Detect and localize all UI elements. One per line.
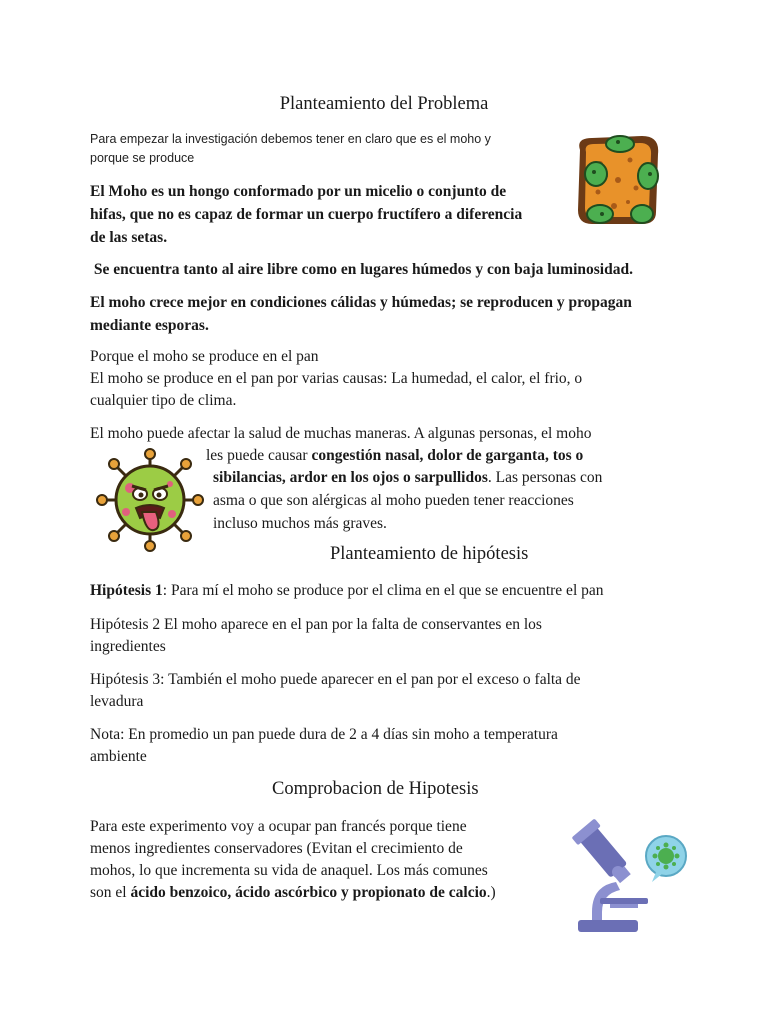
health-text-2: . Las personas con: [487, 469, 603, 486]
moldy-bread-icon: [570, 130, 664, 228]
preservatives-bold: ácido benzoico, ácido ascórbico y propionato de calcio: [130, 884, 487, 901]
experiment-line-1: Para este experimento voy a ocupar pan francés porque tiene: [90, 818, 467, 835]
symptoms-bold-2: sibilancias, ardor en los ojos o sarpullidos: [213, 469, 488, 486]
microscope-icon: [572, 816, 692, 936]
hypothesis-2-line-2: ingredientes: [90, 638, 166, 655]
hypothesis-2-line-1: Hipótesis 2 El moho aparece en el pan por la falta de conservantes en los: [90, 616, 542, 633]
hypothesis-3-line-1: Hipótesis 3: También el moho puede aparecer en el pan por el exceso o falta de: [90, 671, 581, 688]
hypothesis-1: [90, 579, 604, 602]
causes-line-1: El moho se produce en el pan por varias causas: La humedad, el calor, el frio, o: [90, 370, 583, 387]
symptoms-bold: congestión nasal, dolor de garganta, tos o: [311, 447, 584, 464]
section-title-problem: Planteamiento del Problema: [279, 94, 489, 114]
intro-line-1: Para empezar la investigación debemos tener en claro que es el moho y: [90, 132, 491, 146]
health-line-2: [206, 444, 583, 467]
health-line-3: [213, 466, 602, 489]
section-title-hypotheses: Planteamiento de hipótesis: [330, 544, 529, 564]
location-line: Se encuentra tanto al aire libre como en lugares húmedos y con baja luminosidad.: [90, 261, 633, 278]
experiment-text-end: .): [486, 884, 496, 901]
germ-icon: [96, 448, 204, 552]
health-line-1: El moho puede afectar la salud de muchas maneras. A algunas personas, el moho: [90, 425, 592, 442]
health-text: les puede causar: [206, 447, 312, 464]
hypothesis-3-line-2: levadura: [90, 693, 144, 710]
growth-line-2: mediante esporas.: [90, 317, 209, 334]
health-line-5: incluso muchos más graves.: [213, 515, 387, 532]
section-title-verification: Comprobacion de Hipotesis: [272, 779, 479, 799]
intro-line-2: porque se produce: [90, 151, 195, 165]
health-line-4: asma o que son alérgicas al moho pueden tener reacciones: [213, 492, 574, 509]
definition-line-3: de las setas.: [90, 229, 168, 246]
hypothesis-1-text: : Para mí el moho se produce por el clima en el que se encuentre el pan: [162, 582, 604, 599]
causes-line-2: cualquier tipo de clima.: [90, 392, 237, 409]
experiment-line-2: menos ingredientes conservadores (Evitan el crecimiento de: [90, 840, 463, 857]
definition-line-2: hifas, que no es capaz de formar un cuerpo fructífero a diferencia: [90, 206, 523, 223]
experiment-line-3: mohos, lo que incrementa su vida de anaquel. Los más comunes: [90, 862, 488, 879]
experiment-line-4: [90, 881, 496, 904]
hypothesis-1-label: Hipótesis 1: [90, 582, 163, 599]
note-line-2: ambiente: [90, 748, 147, 765]
growth-line-1: El moho crece mejor en condiciones cálidas y húmedas; se reproducen y propagan: [90, 294, 632, 311]
bread-question: Porque el moho se produce en el pan: [90, 348, 319, 365]
note-line-1: Nota: En promedio un pan puede dura de 2 a 4 días sin moho a temperatura: [90, 726, 558, 743]
experiment-text: son el: [90, 884, 131, 901]
definition-line-1: El Moho es un hongo conformado por un micelio o conjunto de: [90, 183, 507, 200]
